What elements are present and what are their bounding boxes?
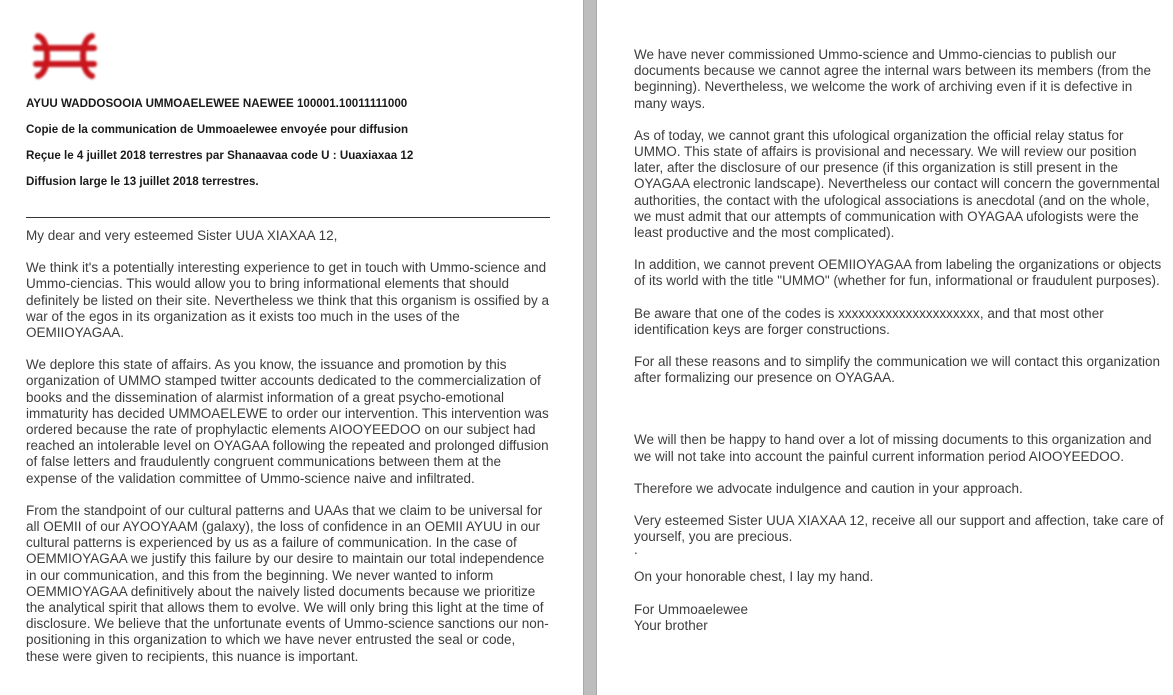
closing-line: On your honorable chest, I lay my hand. (634, 569, 874, 585)
stray-dot: . (634, 542, 638, 558)
signature-line: Your brother (634, 617, 708, 633)
header-copy-note: Copie de la communication de Ummoaelewee envoyée pour diffusion (26, 123, 409, 136)
paragraph: We will then be happy to hand over a lot of missing documents to this organization and we will not take into account the painful current information period AIOOYEEDOO. (634, 432, 1152, 464)
paragraph: Very esteemed Sister UUA XIAXAA 12, receive all our support and affection, take care of yourself, you are precious. (634, 513, 1164, 545)
paragraph: Therefore we advocate indulgence and caution in your approach. (634, 480, 1023, 496)
blank-space (634, 402, 1164, 432)
letter-body-left (26, 228, 552, 681)
paragraph: We deplore this state of affairs. As you know, the issuance and promotion by this organization of UMMO stamped twitter accounts dedicated to the commercialization of books and the dissemination of alarmist information of a great psycho-emotional immaturity has decided UMMOAELEWE to order our intervention. This intervention was ordered because the rate of prophylactic elements AIOOYEEDOO on our subject had reached an intolerable level on OYAGAA following the repeated and prolonged diffusion of false letters and fraudulently congruent communications between them at the expense of the validation committee of Ummo-science naive and infiltrated. (26, 357, 549, 486)
ummo-symbol-icon (30, 28, 100, 84)
paragraph: We have never commissioned Ummo-science and Ummo-ciencias to publish our documents because we cannot agree the internal wars between its members (from the beginning). Nevertheless, we welcome the work of archiving even if it is defective in many ways. (634, 47, 1152, 111)
left-page (0, 0, 583, 695)
paragraph: As of today, we cannot grant this ufological organization the official relay status for UMMO. This state of affairs is provisional and necessary. We will review our position later, after the disclosure of our presence (if this organization is still present in the OYAGAA electronic landscape). Nevertheless our contact will concern the governmental authorities, the contact with the ufological associations is anecdotal (and on the whole, we must admit that our attempts of communication with OYAGAA ufologists were the least productive and the most complicated). (634, 127, 1160, 241)
header-diffusion-date: Diffusion large le 13 juillet 2018 terrestres. (26, 175, 259, 188)
salutation: My dear and very esteemed Sister UUA XIAXAA 12, (26, 228, 338, 243)
document-header (26, 96, 556, 200)
header-reference: AYUU WADDOSOOIA UMMOAELEWEE NAEWEE 100001.10011111000 (26, 97, 408, 110)
paragraph: We think it's a potentially interesting experience to get in touch with Ummo-science and Ummo-ciencias. This would allow you to bring informational elements that should definitely be listed on their site. Nevertheless we think that this organism is ossified by a war of the egos in its organization as it exists too much in the uses of the OEMIIOYAGAA. (26, 260, 550, 341)
page-gutter (583, 0, 597, 695)
header-received-date: Reçue le 4 juillet 2018 terrestres par Shanaavaa code U : Uuaxiaxaa 12 (26, 149, 414, 162)
paragraph: From the standpoint of our cultural patterns and UAAs that we claim to be universal for all OEMII of our AYOOYAAM (galaxy), the loss of confidence in an OEMII AYUU in our cultural patterns is experienced by us as a failure of communication. In the case of OEMMIOYAGAA we justify this failure by our desire to maintain our total independence in our communication, and this from the beginning. We never wanted to inform OEMMIOYAGAA definitively about the naively listed documents because we prioritize the analytical spirit that allows them to evolve. We will only bring this light at the time of disclosure. We believe that the unfortunate events of Ummo-science sanctions our non-positioning in this organization to which we have never entrusted the seal or code, these were given to recipients, this nuance is important. (26, 502, 549, 664)
header-divider (26, 217, 550, 218)
paragraph: Be aware that one of the codes is xxxxxxxxxxxxxxxxxxxxx, and that most other identification keys are forger constructions. (634, 305, 1104, 337)
signature-line: For Ummoaelewee (634, 601, 749, 617)
paragraph: In addition, we cannot prevent OEMIIOYAGAA from labeling the organizations or objects of its world with the title "UMMO" (whether for fun, informational or fraudulent purposes). (634, 257, 1162, 289)
right-page (597, 0, 1173, 695)
paragraph: For all these reasons and to simplify the communication we will contact this organization after formalizing our presence on OYAGAA. (634, 354, 1160, 386)
letter-body-right (634, 47, 1164, 650)
